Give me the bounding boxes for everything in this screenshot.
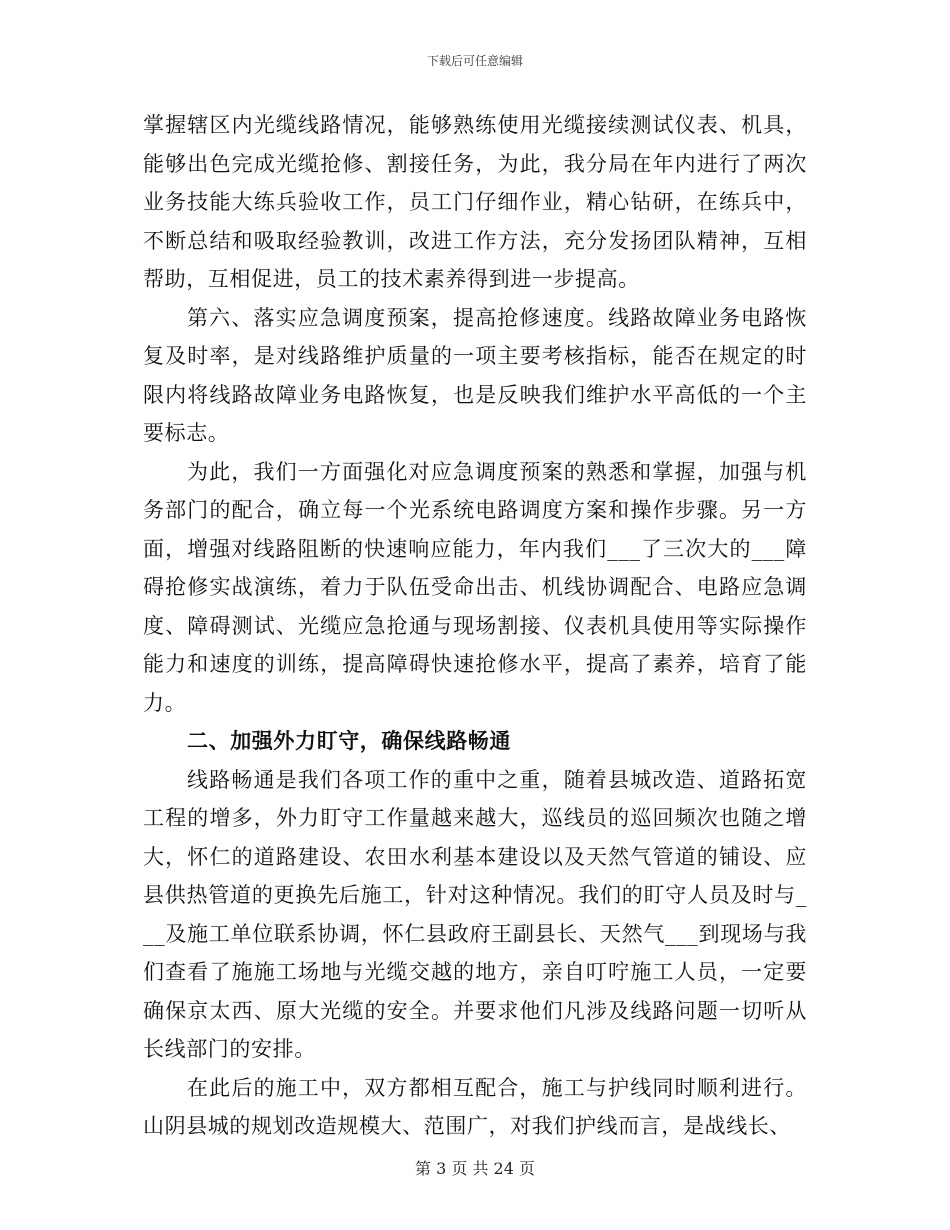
page-number: 第 3 页 共 24 页: [415, 1159, 535, 1178]
paragraph-2: 第六、落实应急调度预案，提高抢修速度。线路故障业务电路恢复及时率，是对线路维护质量的一项主要考核指标，能否在规定的时限内将线路故障业务电路恢复，也是反映我们维护水平高低的一个主要标志。: [143, 305, 807, 445]
document-body: [143, 106, 807, 1146]
page-header-note: 下载后可任意编辑: [426, 54, 523, 68]
paragraph-5: 在此后的施工中，双方都相互配合，施工与护线同时顺利进行。山阴县城的规划改造规模大、范围广，对我们护线而言，是战线长、: [143, 1075, 807, 1138]
paragraph-3: 为此，我们一方面强化对应急调度预案的熟悉和掌握，加强与机务部门的配合，确立每一个光系统电路调度方案和操作步骤。另一方面，增强对线路阻断的快速响应能力，年内我们___了三次大的___障碍抢修实战演练，着力于队伍受命出击、机线协调配合、电路应急调度、障碍测试、光缆应急抢通与现场割接、仪表机具使用等实际操作能力和速度的训练，提高障碍快速抢修水平，提高了素养，培育了能力。: [143, 459, 807, 715]
paragraph-4: 线路畅通是我们各项工作的重中之重，随着县城改造、道路拓宽工程的增多，外力盯守工作量越来越大，巡线员的巡回频次也随之增大，怀仁的道路建设、农田水利基本建设以及天然气管道的铺设、应县供热管道的更换先后施工，针对这种情况。我们的盯守人员及时与___及施工单位联系协调，怀仁县政府王副县长、天然气___到现场与我们查看了施施工场地与光缆交越的地方，亲自叮咛施工人员，一定要确保京太西、原大光缆的安全。并要求他们凡涉及线路问题一切听从长线部门的安排。: [143, 767, 807, 1061]
paragraph-1: 掌握辖区内光缆线路情况，能够熟练使用光缆接续测试仪表、机具，能够出色完成光缆抢修、割接任务，为此，我分局在年内进行了两次业务技能大练兵验收工作，员工门仔细作业，精心钻研，在练兵中，不断总结和吸取经验教训，改进工作方法，充分发扬团队精神，互相帮助，互相促进，员工的技术素养得到进一步提高。: [143, 113, 807, 291]
section-heading: 二、加强外力盯守，确保线路畅通: [187, 728, 511, 753]
